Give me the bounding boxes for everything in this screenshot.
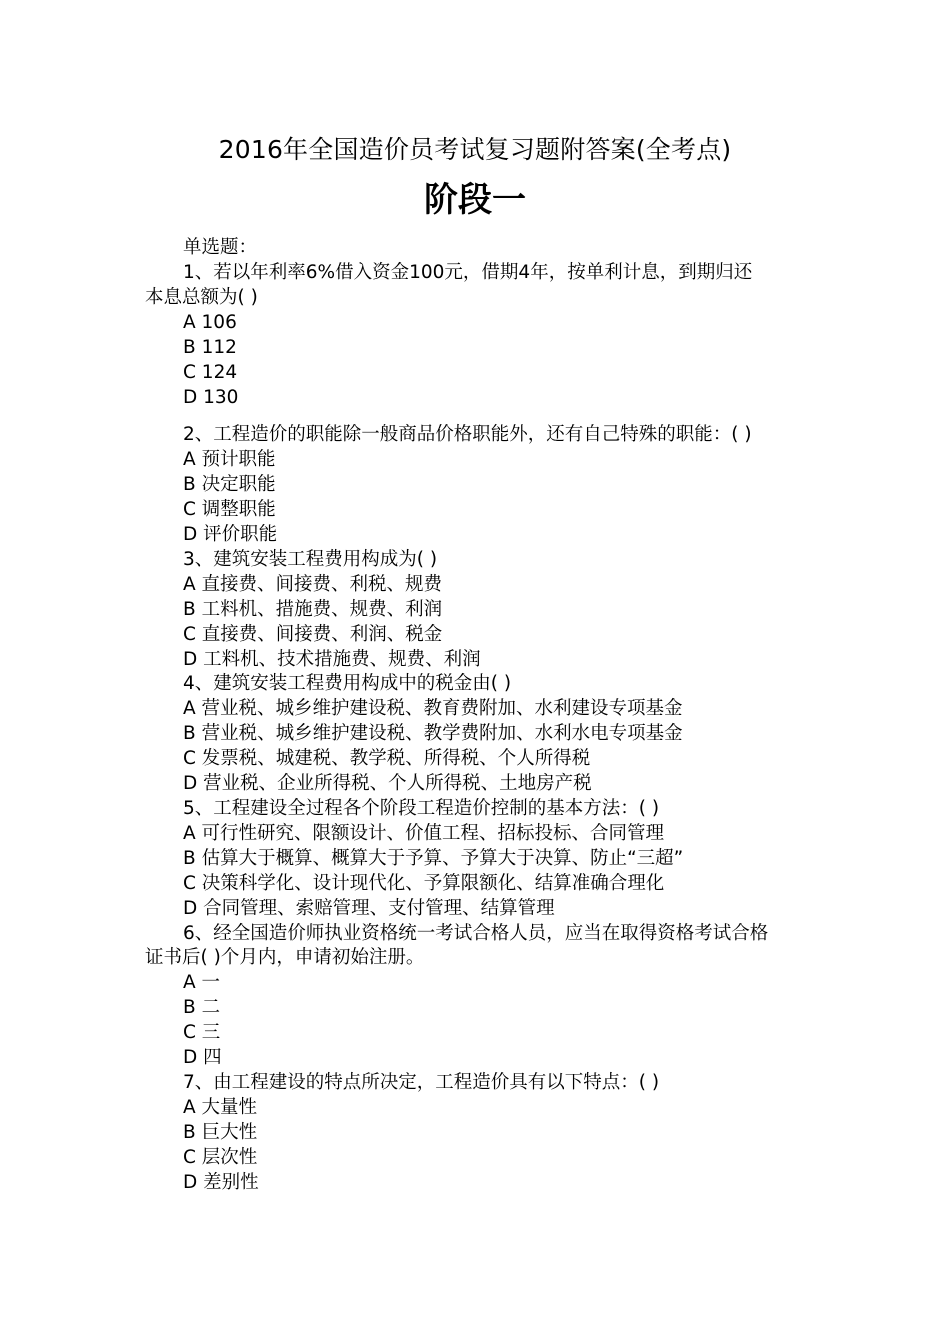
question-6-stem: 6、经全国造价师执业资格统一考试合格人员，应当在取得资格考试合格 bbox=[183, 923, 769, 944]
question-4-stem: 4、建筑安装工程费用构成中的税金由( ) bbox=[183, 673, 512, 694]
question-7-option-a: A 大量性 bbox=[183, 1097, 258, 1118]
question-4-option-a: A 营业税、城乡维护建设税、教育费附加、水利建设专项基金 bbox=[183, 698, 683, 719]
question-2-option-b: B 决定职能 bbox=[183, 474, 276, 495]
question-7-option-c: C 层次性 bbox=[183, 1147, 258, 1168]
question-2-option-c: C 调整职能 bbox=[183, 499, 276, 520]
question-6-option-d: D 四 bbox=[183, 1047, 222, 1068]
question-1-option-b: B 112 bbox=[183, 337, 237, 358]
question-5-option-c: C 决策科学化、设计现代化、予算限额化、结算准确合理化 bbox=[183, 873, 665, 894]
question-3-option-a: A 直接费、间接费、利税、规费 bbox=[183, 574, 443, 595]
question-5-stem: 5、工程建设全过程各个阶段工程造价控制的基本方法：( ) bbox=[183, 798, 660, 819]
question-5-option-a: A 可行性研究、限额设计、价值工程、招标投标、合同管理 bbox=[183, 823, 665, 844]
question-2-stem: 2、工程造价的职能除一般商品价格职能外，还有自己特殊的职能：( ) bbox=[183, 424, 752, 445]
question-1-stem: 1、若以年利率6%借入资金100元，借期4年，按单利计息，到期归还 bbox=[183, 262, 753, 283]
question-6-stem-cont: 证书后( )个月内，申请初始注册。 bbox=[145, 947, 425, 968]
question-3-option-b: B 工料机、措施费、规费、利润 bbox=[183, 599, 443, 620]
question-4-option-d: D 营业税、企业所得税、个人所得税、土地房产税 bbox=[183, 773, 592, 794]
question-3-option-d: D 工料机、技术措施费、规费、利润 bbox=[183, 649, 481, 670]
question-2-option-a: A 预计职能 bbox=[183, 449, 276, 470]
question-3-stem: 3、建筑安装工程费用构成为( ) bbox=[183, 549, 438, 570]
question-4-option-c: C 发票税、城建税、教学税、所得税、个人所得税 bbox=[183, 748, 591, 769]
question-1-option-d: D 130 bbox=[183, 387, 239, 408]
question-6-option-a: A 一 bbox=[183, 972, 221, 993]
question-5-option-b: B 估算大于概算、概算大于予算、予算大于决算、防止“三超” bbox=[183, 848, 684, 869]
question-5-option-d: D 合同管理、索赔管理、支付管理、结算管理 bbox=[183, 898, 555, 919]
question-7-option-d: D 差别性 bbox=[183, 1172, 259, 1193]
document-subtitle: 阶段一 bbox=[424, 180, 526, 220]
question-6-option-c: C 三 bbox=[183, 1022, 221, 1043]
question-7-stem: 7、由工程建设的特点所决定，工程造价具有以下特点：( ) bbox=[183, 1072, 660, 1093]
document-title: 2016年全国造价员考试复习题附答案(全考点) bbox=[218, 135, 732, 164]
question-2-option-d: D 评价职能 bbox=[183, 524, 278, 545]
question-3-option-c: C 直接费、间接费、利润、税金 bbox=[183, 624, 443, 645]
question-1-option-c: C 124 bbox=[183, 362, 238, 383]
question-1-option-a: A 106 bbox=[183, 312, 237, 333]
question-7-option-b: B 巨大性 bbox=[183, 1122, 258, 1143]
section-label: 单选题： bbox=[183, 237, 258, 258]
question-4-option-b: B 营业税、城乡维护建设税、教学费附加、水利水电专项基金 bbox=[183, 723, 683, 744]
question-6-option-b: B 二 bbox=[183, 997, 221, 1018]
question-1-stem-cont: 本息总额为( ) bbox=[145, 287, 258, 308]
